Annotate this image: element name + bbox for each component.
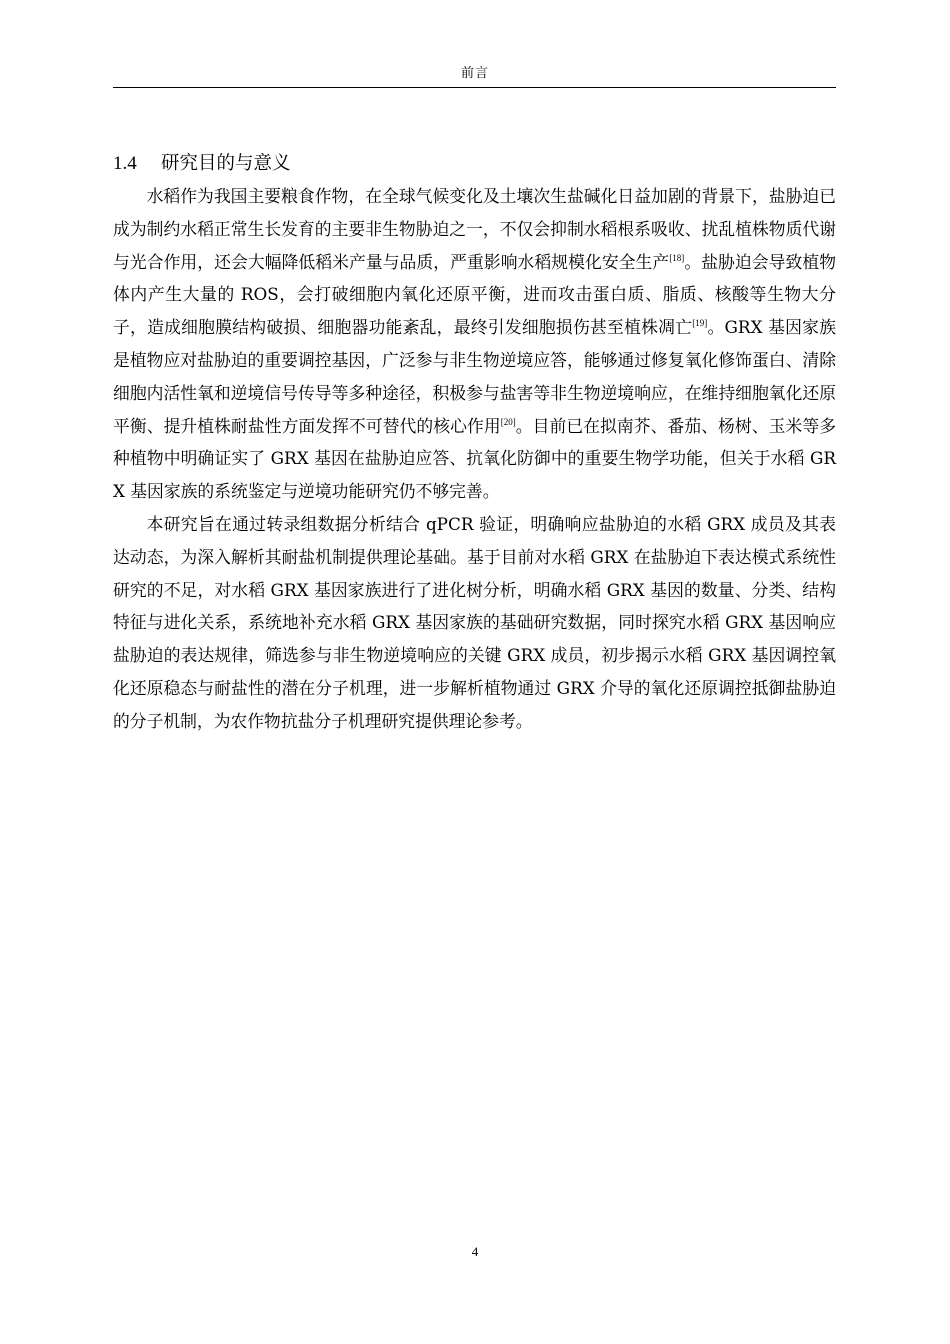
citation-marker: [20]: [500, 416, 516, 427]
paragraph: 本研究旨在通过转录组数据分析结合 qPCR 验证，明确响应盐胁迫的水稻 GRX 成员及其表达动态，为深入解析其耐盐机制提供理论基础。基于目前对水稻 GRX 在盐胁迫下表达模式系统性研究的不足，对水稻 GRX 基因家族进行了进化树分析，明确水稻 GRX 基因的数量、分类、结构特征与进化关系，系统地补充水稻 GRX 基因家族的基础研究数据，同时探究水稻 GRX 基因响应盐胁迫的表达规律，筛选参与非生物逆境响应的关键 GRX 成员，初步揭示水稻 GRX 基因调控氧化还原稳态与耐盐性的潜在分子机理，进一步解析植物通过 GRX 介导的氧化还原调控抵御盐胁迫的分子机制，为农作物抗盐分子机理研究提供理论参考。: [113, 513, 836, 731]
section-number: 1.4: [113, 153, 137, 174]
citation-marker: [19]: [692, 318, 708, 329]
header-rule: [113, 87, 836, 88]
section-heading: [113, 150, 291, 177]
body-text: [113, 180, 836, 738]
citation-marker: [18]: [669, 252, 685, 263]
page-number: 4: [471, 1244, 479, 1259]
section-title: 研究目的与意义: [161, 153, 291, 174]
paragraph: 水稻作为我国主要粮食作物，在全球气候变化及土壤次生盐碱化日益加剧的背景下，盐胁迫已成为制约水稻正常生长发育的主要非生物胁迫之一，不仅会抑制水稻根系吸收、扰乱植株物质代谢与光合作用，还会大幅降低稻米产量与品质，严重影响水稻规模化安全生产[18]。盐胁迫会导致植物体内产生大量的 ROS，会打破细胞内氧化还原平衡，进而攻击蛋白质、脂质、核酸等生物大分子，造成细胞膜结构破损、细胞器功能紊乱，最终引发细胞损伤甚至植株凋亡[19]。GRX 基因家族是植物应对盐胁迫的重要调控基因，广泛参与非生物逆境应答，能够通过修复氧化修饰蛋白、清除细胞内活性氧和逆境信号传导等多种途径，积极参与盐害等非生物逆境响应，在维持细胞氧化还原平衡、提升植株耐盐性方面发挥不可替代的核心作用[20]。目前已在拟南芥、番茄、杨树、玉米等多种植物中明确证实了 GRX 基因在盐胁迫应答、抗氧化防御中的重要生物学功能，但关于水稻 GRX 基因家族的系统鉴定与逆境功能研究仍不够完善。: [113, 186, 836, 502]
running-header: 前言: [460, 66, 489, 81]
